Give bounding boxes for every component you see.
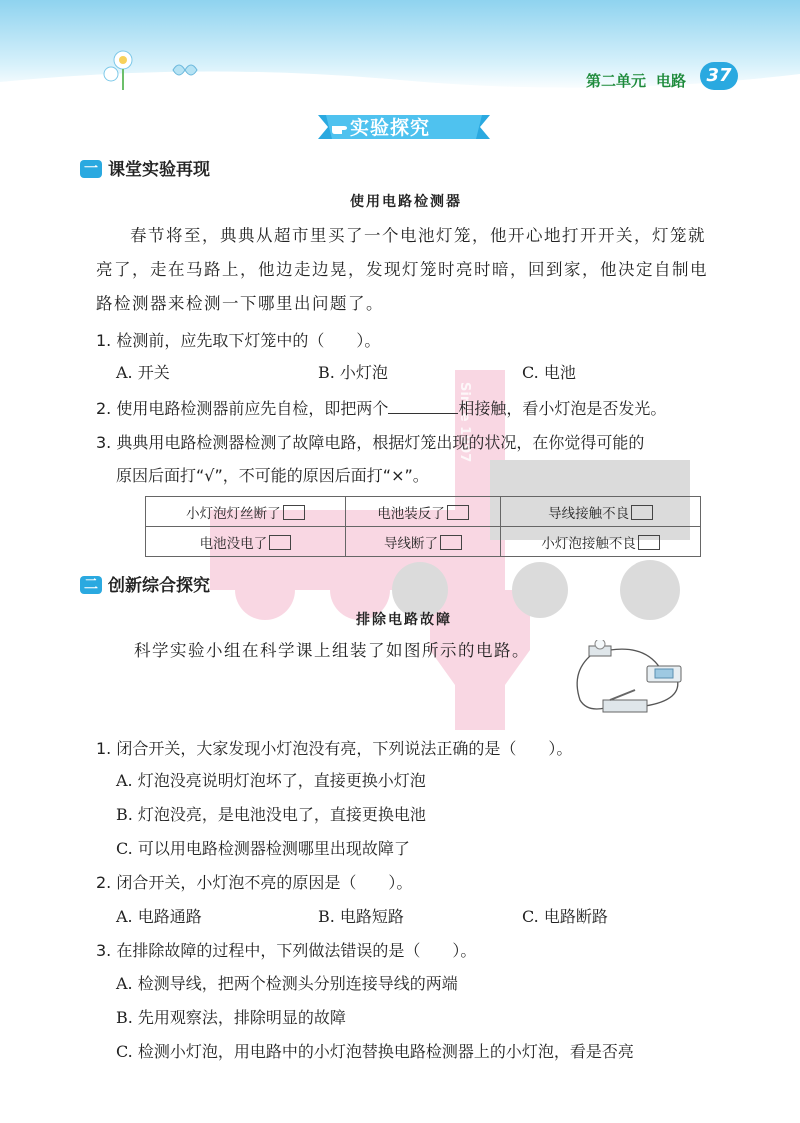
s1-q2-before: 2. 使用电路检测器前应先自检，即把两个 bbox=[96, 399, 389, 418]
answer-box[interactable] bbox=[447, 505, 469, 520]
section1-heading bbox=[80, 155, 210, 180]
table-cell bbox=[345, 497, 500, 527]
answer-table bbox=[145, 496, 701, 557]
table-cell bbox=[501, 497, 701, 527]
s2-q2-option-a: A. 电路通路 bbox=[116, 907, 202, 926]
cell-label: 导线接触不良 bbox=[548, 505, 630, 522]
cell-label: 导线断了 bbox=[383, 535, 438, 552]
section2-subtitle: 排除电路故障 bbox=[356, 612, 452, 628]
s1-q3-line2: 原因后面打“√”，不可能的原因后面打“×”。 bbox=[116, 466, 429, 485]
s2-q3-option-a: A. 检测导线，把两个检测头分别连接导线的两端 bbox=[116, 974, 458, 993]
page-number: 37 bbox=[700, 62, 738, 90]
s1-q2-text bbox=[96, 396, 666, 419]
s2-q2-option-c: C. 电路断路 bbox=[522, 907, 608, 926]
passage-line-1: 春节将至，典典从超市里买了一个电池灯笼，他开心地打开开关，灯笼就 bbox=[130, 226, 706, 245]
s1-q2-after: 相接触，看小灯泡是否发光。 bbox=[458, 399, 667, 418]
s2-q1-option-c: C. 可以用电路检测器检测哪里出现故障了 bbox=[116, 839, 410, 858]
s2-q2-option-b: B. 电路短路 bbox=[318, 907, 404, 926]
cell-label: 电池装反了 bbox=[377, 505, 445, 522]
section2-heading bbox=[80, 571, 210, 596]
answer-box[interactable] bbox=[638, 535, 660, 550]
s1-q1-text: 1. 检测前，应先取下灯笼中的（ ）。 bbox=[96, 331, 381, 350]
watermark-text: Since 1997 bbox=[457, 382, 472, 463]
table-cell bbox=[146, 527, 346, 557]
s2-q2-text: 2. 闭合开关，小灯泡不亮的原因是（ ）。 bbox=[96, 873, 413, 892]
s2-q1-option-b: B. 灯泡没亮，是电池没电了，直接更换电池 bbox=[116, 805, 426, 824]
table-cell bbox=[345, 527, 500, 557]
answer-box[interactable] bbox=[440, 535, 462, 550]
table-cell bbox=[501, 527, 701, 557]
section1-subtitle: 使用电路检测器 bbox=[350, 194, 462, 210]
header-unit: 第二单元 bbox=[586, 72, 647, 90]
header-topic: 电路 bbox=[656, 72, 687, 90]
passage-line-2: 亮了，走在马路上，他边走边晃，发现灯笼时亮时暗，回到家，他决定自制电 bbox=[96, 260, 708, 279]
table-row bbox=[146, 497, 701, 527]
header-title bbox=[586, 70, 686, 91]
answer-box[interactable] bbox=[269, 535, 291, 550]
s2-q1-text: 1. 闭合开关，大家发现小灯泡没有亮，下列说法正确的是（ ）。 bbox=[96, 739, 573, 758]
s2-q3-option-b: B. 先用观察法，排除明显的故障 bbox=[116, 1008, 346, 1027]
s1-q1-option-a: A. 开关 bbox=[116, 363, 170, 382]
s1-q2-blank[interactable] bbox=[388, 399, 458, 414]
table-row bbox=[146, 527, 701, 557]
cell-label: 小灯泡灯丝断了 bbox=[186, 505, 281, 522]
answer-box[interactable] bbox=[283, 505, 305, 520]
cell-label: 小灯泡接触不良 bbox=[541, 535, 636, 552]
circuit-diagram-icon bbox=[565, 640, 690, 720]
passage-line-3: 路检测器来检测一下哪里出问题了。 bbox=[96, 294, 384, 313]
section2-number: 二 bbox=[80, 576, 102, 594]
flower-decoration-icon bbox=[95, 42, 210, 92]
answer-box[interactable] bbox=[631, 505, 653, 520]
s1-q1-option-c: C. 电池 bbox=[522, 363, 576, 382]
cell-label: 电池没电了 bbox=[199, 535, 268, 552]
s1-q3-line1: 3. 典典用电路检测器检测了故障电路，根据灯笼出现的状况，在你觉得可能的 bbox=[96, 433, 645, 452]
s1-q1-option-b: B. 小灯泡 bbox=[318, 363, 388, 382]
s2-q3-text: 3. 在排除故障的过程中，下列做法错误的是（ ）。 bbox=[96, 941, 477, 960]
pointing-hand-icon bbox=[330, 116, 352, 138]
banner-title: 实验探究 bbox=[350, 117, 431, 139]
s2-q1-option-a: A. 灯泡没亮说明灯泡坏了，直接更换小灯泡 bbox=[116, 771, 426, 790]
table-cell bbox=[146, 497, 346, 527]
s2-q3-option-c: C. 检测小灯泡，用电路中的小灯泡替换电路检测器上的小灯泡，看是否亮 bbox=[116, 1042, 634, 1061]
section1-number: 一 bbox=[80, 160, 102, 178]
section2-title: 创新综合探究 bbox=[108, 576, 210, 596]
section2-intro: 科学实验小组在科学课上组装了如图所示的电路。 bbox=[134, 641, 530, 660]
section1-title: 课堂实验再现 bbox=[108, 160, 210, 180]
